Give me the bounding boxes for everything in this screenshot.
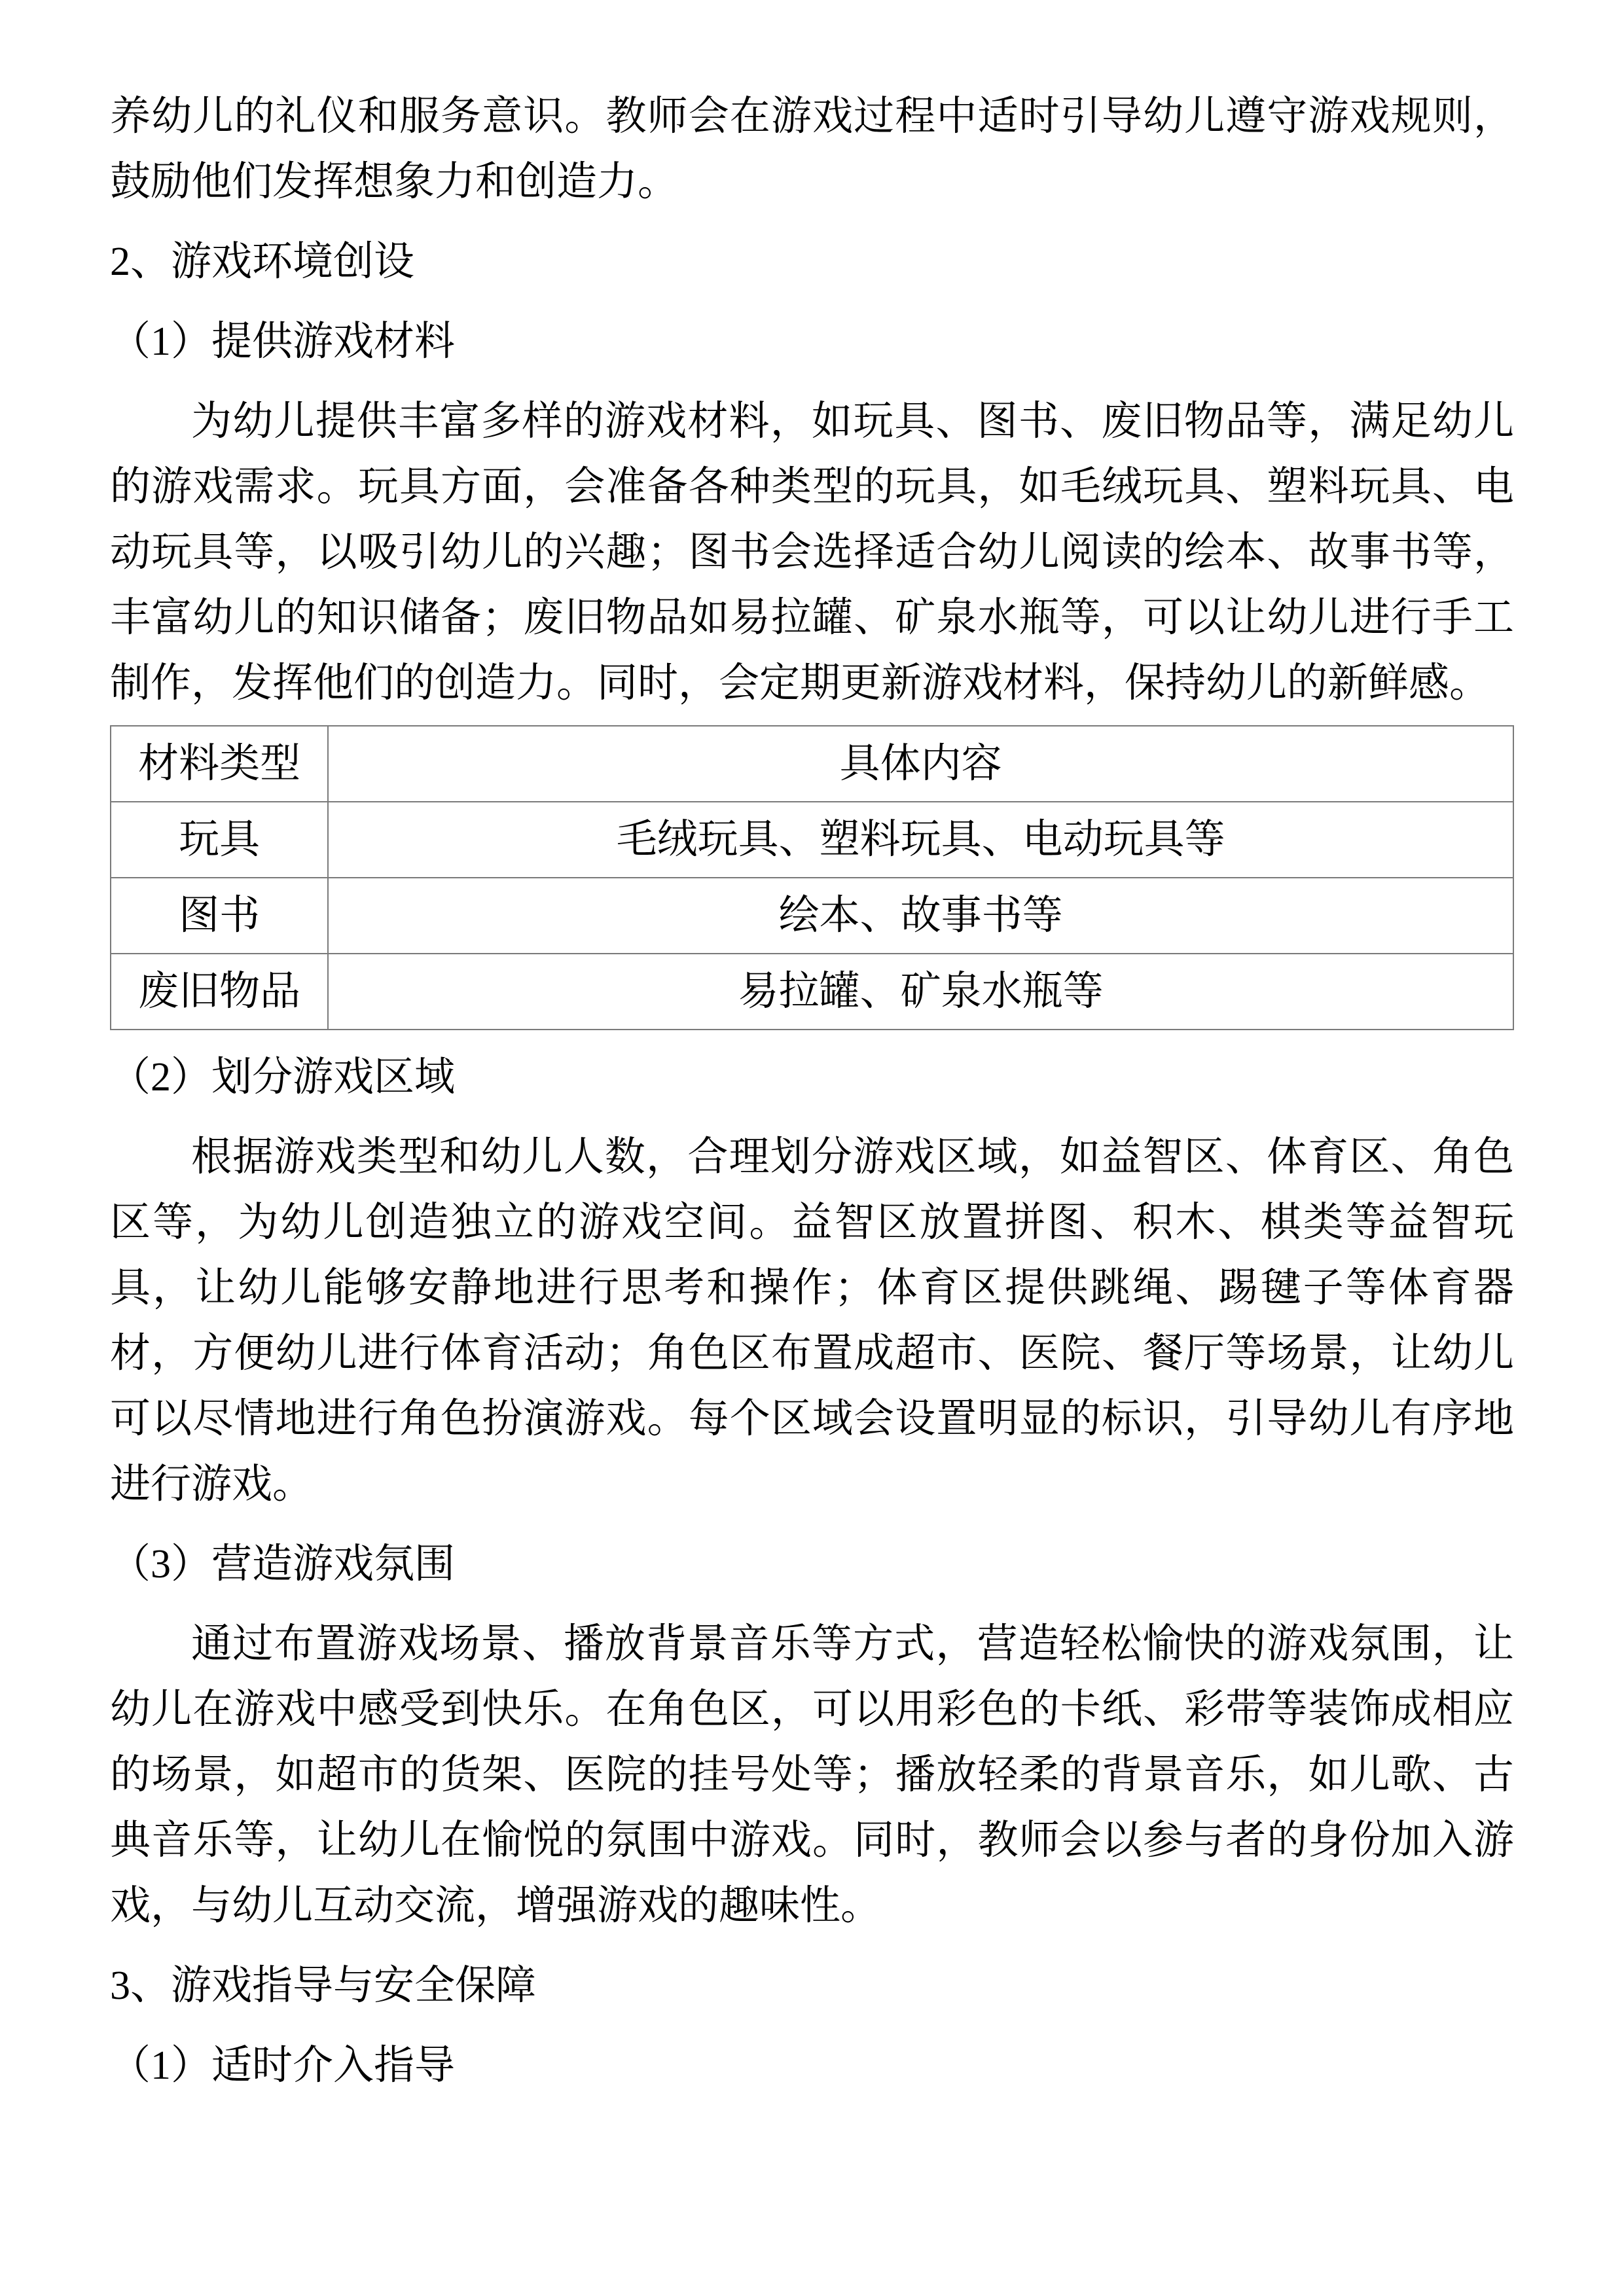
heading-timely-guidance: （1）适时介入指导 bbox=[110, 2043, 456, 2088]
paragraph-areas: 根据游戏类型和幼儿人数，合理划分游戏区域，如益智区、体育区、角色区等，为幼儿创造独立的游戏空间。益智区放置拼图、积木、棋类等益智玩具，让幼儿能够安静地进行思考和操作；体育区提供跳绳、踢毽子等体育器材，方便幼儿进行体育活动；角色区布置成超市、医院、餐厅等场景，让幼儿可以尽情地进行角色扮演游戏。每个区域会设置明显的标识，引导幼儿有序地进行游戏。 bbox=[110, 1135, 1514, 1507]
table-row-books bbox=[111, 878, 1513, 954]
paragraph-continuation: 养幼儿的礼仪和服务意识。教师会在游戏过程中适时引导幼儿遵守游戏规则，鼓励他们发挥想象力和创造力。 bbox=[110, 94, 1514, 204]
heading-provide-materials: （1）提供游戏材料 bbox=[110, 319, 456, 364]
heading-divide-areas: （2）划分游戏区域 bbox=[110, 1055, 456, 1100]
paragraph-materials: 为幼儿提供丰富多样的游戏材料，如玩具、图书、废旧物品等，满足幼儿的游戏需求。玩具方面，会准备各种类型的玩具，如毛绒玩具、塑料玩具、电动玩具等，以吸引幼儿的兴趣；图书会选择适合幼儿阅读的绘本、故事书等，丰富幼儿的知识储备；废旧物品如易拉罐、矿泉水瓶等，可以让幼儿进行手工制作，发挥他们的创造力。同时，会定期更新游戏材料，保持幼儿的新鲜感。 bbox=[110, 399, 1514, 706]
table-header-material-type: 材料类型 bbox=[111, 726, 328, 802]
heading-atmosphere: （3）营造游戏氛围 bbox=[110, 1542, 456, 1587]
heading-guidance-safety: 3、游戏指导与安全保障 bbox=[110, 1964, 537, 2008]
table-cell-content: 绘本、故事书等 bbox=[328, 878, 1513, 954]
table-cell-type: 废旧物品 bbox=[111, 954, 328, 1030]
heading-game-environment: 2、游戏环境创设 bbox=[110, 240, 415, 284]
table-cell-type: 玩具 bbox=[111, 802, 328, 878]
table-row-recycled bbox=[111, 954, 1513, 1030]
table-cell-type: 图书 bbox=[111, 878, 328, 954]
paragraph-atmosphere: 通过布置游戏场景、播放背景音乐等方式，营造轻松愉快的游戏氛围，让幼儿在游戏中感受到快乐。在角色区，可以用彩色的卡纸、彩带等装饰成相应的场景，如超市的货架、医院的挂号处等；播放轻柔的背景音乐，如儿歌、古典音乐等，让幼儿在愉悦的氛围中游戏。同时，教师会以参与者的身份加入游戏，与幼儿互动交流，增强游戏的趣味性。 bbox=[110, 1622, 1514, 1928]
table-header-specific-content: 具体内容 bbox=[328, 726, 1513, 802]
materials-table bbox=[110, 725, 1514, 1030]
table-cell-content: 毛绒玩具、塑料玩具、电动玩具等 bbox=[328, 802, 1513, 878]
table-cell-content: 易拉罐、矿泉水瓶等 bbox=[328, 954, 1513, 1030]
materials-table-header-row bbox=[111, 726, 1513, 802]
table-row-toys bbox=[111, 802, 1513, 878]
